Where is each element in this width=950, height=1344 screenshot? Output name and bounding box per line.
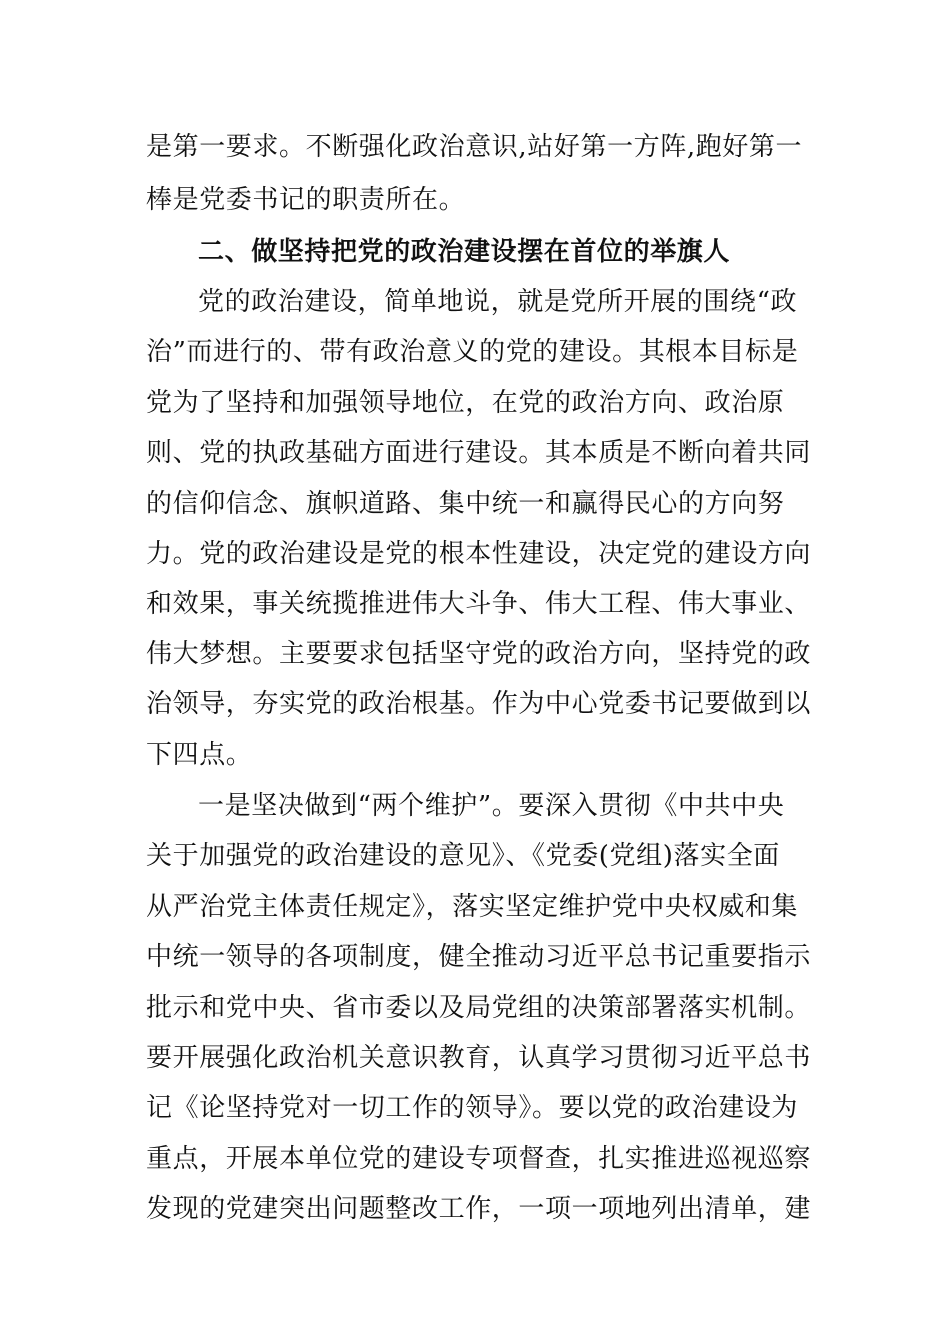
text-line: 要开展强化政治机关意识教育，认真学习贯彻习近平总书 (146, 1043, 812, 1073)
text-line: 和效果，事关统揽推进伟大斗争、伟大工程、伟大事业、 (146, 589, 812, 619)
text-line: 伟大梦想。主要要求包括坚守党的政治方向，坚持党的政 (146, 639, 812, 669)
text-line: 棒是党委书记的职责所在。 (146, 185, 466, 215)
text-line: 则、党的执政基础方面进行建设。其本质是不断向着共同 (146, 438, 812, 468)
text-line: 重点，开展本单位党的建设专项督查，扎实推进巡视巡察 (146, 1144, 812, 1174)
text-line: 发现的党建突出问题整改工作，一项一项地列出清单，建 (146, 1194, 812, 1224)
text-line: 下四点。 (146, 740, 253, 770)
text-line: 治领导，夯实党的政治根基。作为中心党委书记要做到以 (146, 689, 812, 719)
text-line: 从严治党主体责任规定》，落实坚定维护党中央权威和集 (146, 892, 799, 922)
text-line: 记《论坚持党对一切工作的领导》。要以党的政治建设为 (146, 1093, 799, 1123)
text-line: 力。党的政治建设是党的根本性建设，决定党的建设方向 (146, 539, 812, 569)
text-line: 的信仰信念、旗帜道路、集中统一和赢得民心的方向努 (146, 489, 785, 519)
text-line: 党的政治建设，简单地说，就是党所开展的围绕“政 (198, 287, 798, 317)
text-line: 党为了坚持和加强领导地位，在党的政治方向、政治原 (146, 388, 785, 418)
text-line: 一是坚决做到“两个维护”。要深入贯彻《中共中央 (198, 791, 785, 821)
section-heading: 二、做坚持把党的政治建设摆在首位的举旗人 (198, 237, 731, 267)
text-line: 治”而进行的、带有政治意义的党的建设。其根本目标是 (146, 337, 799, 367)
text-line: 中统一领导的各项制度，健全推动习近平总书记重要指示 (146, 942, 812, 972)
text-line: 关于加强党的政治建设的意见》、《党委(党组)落实全面 (146, 841, 780, 871)
text-line: 批示和党中央、省市委以及局党组的决策部署落实机制。 (146, 993, 812, 1023)
text-line: 是第一要求。不断强化政治意识,站好第一方阵,跑好第一 (146, 132, 803, 162)
